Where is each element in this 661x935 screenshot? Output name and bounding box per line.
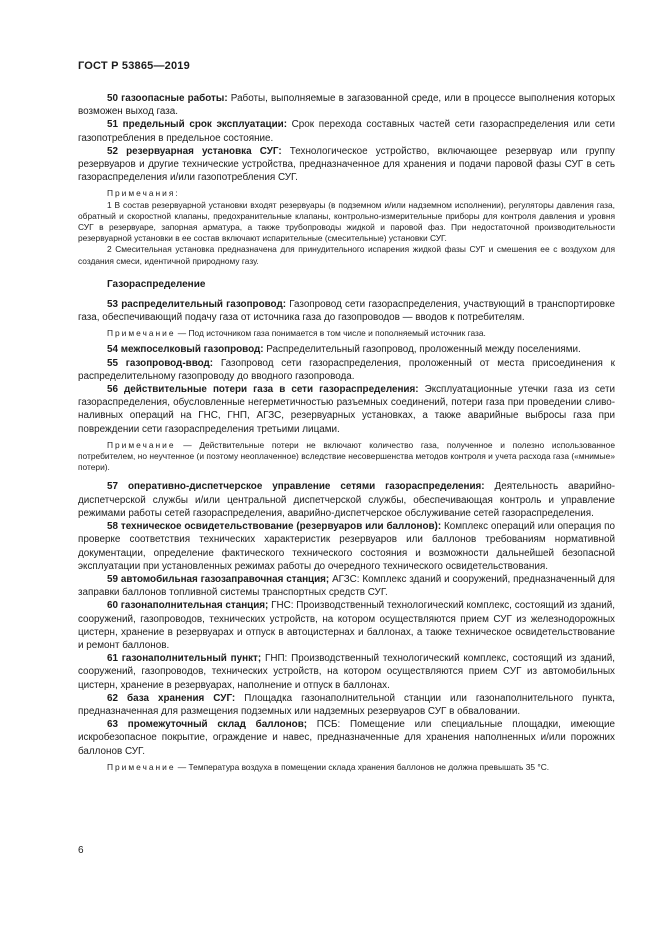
term-53-name: 53 распределительный газопровод: — [107, 298, 287, 310]
term-59 — [78, 573, 615, 599]
note-63 — [78, 762, 615, 773]
term-54 — [78, 343, 615, 356]
term-56-definition: Эксплуатационные утечки газа из сети газораспределения, обусловленные негерметичностью разъемных соединений, потери газа при проведении сливо-наливных операций на ГНС, ГНП, АГЗС, резервуарных установках, а также аварийные выбросы газа при повреждении сети газораспределения третьими лицами. — [78, 384, 615, 435]
term-57-name: 57 оперативно-диспетчерское управление сетями газораспределения: — [107, 481, 485, 493]
note-56 — [78, 440, 615, 474]
term-50-definition: Работы, выполняемые в загазованной среде, или в процессе выполнения которых возможен выход газа. — [78, 93, 616, 118]
term-56 — [78, 383, 615, 436]
term-60-name: 60 газонаполнительная станция; — [107, 600, 269, 612]
document-header: ГОСТ Р 53865—2019 — [78, 60, 190, 72]
note-53-label: Примечание — [107, 328, 176, 339]
term-62-definition: Площадка газонаполнительной станции или газонаполнительного пункта, предназначенная для размещения подземных или надземных резервуаров СУГ в обваловании. — [78, 692, 615, 717]
term-59-name: 59 автомобильная газозаправочная станция; — [107, 573, 330, 585]
term-62-name: 62 база хранения СУГ: — [107, 692, 236, 704]
term-58 — [78, 520, 615, 573]
term-57 — [78, 480, 615, 520]
term-56-name: 56 действительные потери газа в сети газораспределения: — [107, 384, 419, 396]
note-56-label: Примечание — [107, 439, 176, 450]
note-52-1: 1 В состав резервуарной установки входят резервуары (в подземном и/или надземном исполнении), регуляторы давления газа, обратный и скоростной клапаны, предохранительные клапаны, контрольно-измерительные приборы для контроля давления и уровня СУГ в резервуаре, запорная арматура, а также трубопроводы жидкой и паровой фаз. При недостаточной производительности резервуарной установки в ее состав включают испарительные (смесительные) установки СУГ. — [78, 199, 615, 244]
term-58-definition: Комплекс операций или операция по проверке соответствия технических характеристик резервуаров или баллонов требованиям нормативной документации, определение фактического технического состояния и возможности дальнейшей безопасной эксплуатации при установленных режимах работы до очередного технического освидетельствования. — [78, 521, 615, 572]
note-52-2: 2 Смесительная установка предназначена для принудительного испарения жидкой фазы СУГ и смешения ее с воздухом для создания смеси, идентичной природному газу. — [78, 244, 615, 266]
term-57-definition: Деятельность аварийно-диспетчерской службы и/или центральной диспетчерской службы, обеспечивающая контроль и управление режимами работы сетей газораспределения, аварийно-диспетчерское обслуживание сетей газораспределения. — [78, 481, 615, 519]
term-58-name: 58 техническое освидетельствование (резервуаров или баллонов): — [107, 521, 442, 533]
note-63-text: — Температура воздуха в помещении склада хранения баллонов не должна превышать 35 °С. — [175, 761, 550, 772]
term-51-definition: Срок перехода составных частей сети газораспределения или сети газопотребления в предельное состояние. — [78, 119, 615, 144]
note-53 — [78, 328, 615, 339]
term-61-definition: ГНП: Производственный технологический комплекс, состоящий из зданий, сооружений, газопроводов, технических устройств, на котором осуществляются прием СУГ из автомобильных цистерн, хранение в резервуарах, наполнение и отпуск в баллонах. — [78, 653, 615, 691]
term-51 — [78, 118, 615, 144]
note-53-text: — Под источником газа понимается в том числе и пополняемый источник газа. — [175, 328, 486, 339]
notes-52-title: Примечания: — [107, 188, 180, 199]
term-55-name: 55 газопровод-ввод: — [107, 357, 214, 369]
term-50-name: 50 газоопасные работы: — [107, 93, 228, 104]
term-53-definition: Газопровод сети газораспределения, участвующий в транспортировке газа, обеспечивающий подачу газа от источника газа до газопроводов — вводов к потребителям. — [78, 298, 615, 324]
term-51-name: 51 предельный срок эксплуатации: — [107, 119, 288, 131]
term-55-definition: Газопровод сети газораспределения, проложенный от места присоединения к распределительному газопроводу до вводного газопровода. — [78, 357, 616, 382]
term-52-definition: Технологическое устройство, включающее резервуар или группу резервуаров и другие технические устройства, предназначенное для хранения и подачи паровой фазы СУГ в сеть газораспределения и/или газопотребления СУГ. — [78, 145, 615, 184]
term-62 — [78, 692, 615, 718]
term-61-name: 61 газонаполнительный пункт; — [107, 653, 262, 665]
term-52-name: 52 резервуарная установка СУГ: — [107, 145, 282, 157]
term-50 — [78, 92, 615, 118]
term-54-definition: Распределительный газопровод, проложенный между поселениями. — [263, 344, 581, 356]
term-63-name: 63 промежуточный склад баллонов; — [107, 719, 308, 731]
term-53 — [78, 298, 615, 324]
term-61 — [78, 652, 615, 692]
term-60 — [78, 599, 615, 652]
note-56-text: — Действительные потери не включают количество газа, полученное и полезно использованное потребителем, но неучтенное (и поэтому неоплаченное) вследствие несовершенства методов контроля и учета расхода газа («мнимые» потери). — [78, 439, 615, 473]
term-63 — [78, 718, 615, 758]
term-52 — [78, 145, 615, 185]
document-body — [78, 92, 615, 773]
term-55 — [78, 357, 615, 383]
term-59-definition: АГЗС: Комплекс зданий и сооружений, предназначенный для заправки баллонов топливной системы транспортных средств СУГ. — [78, 573, 615, 599]
section-heading: Газораспределение — [107, 278, 206, 290]
note-63-label: Примечание — [107, 761, 176, 772]
term-63-definition: ПСБ: Помещение или специальные площадки, имеющие искробезопасное покрытие, ограждение и навес, предназначенные для хранения наполненных и/или порожних баллонов СУГ. — [78, 719, 615, 757]
page-number: 6 — [78, 845, 84, 856]
term-60-definition: ГНС: Производственный технологический комплекс, состоящий из зданий, сооружений, газопроводов, технических устройств, на котором осуществляются прием СУГ из железнодорожных цистерн, хранение в резервуарах и отпуск в автоцистернах и баллонах, а также техническое освидетельствование и ремонт баллонов. — [78, 600, 615, 651]
term-54-name: 54 межпоселковый газопровод: — [107, 344, 264, 356]
